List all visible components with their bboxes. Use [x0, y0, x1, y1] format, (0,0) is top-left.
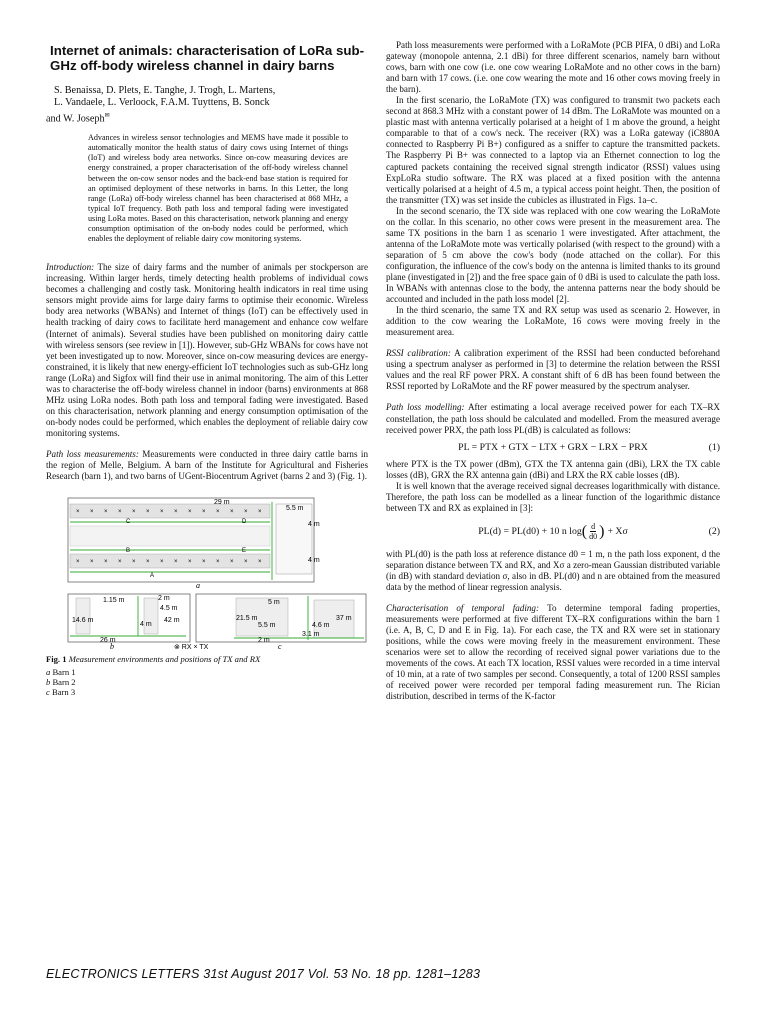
tx-marker: ×: [76, 509, 80, 516]
dim-4m-b: 4 m: [308, 557, 320, 565]
authors-line-1: S. Benaissa, D. Plets, E. Tanghe, J. Trogh, L. Martens,: [54, 85, 276, 97]
position-a: A: [150, 573, 155, 580]
figure-caption: [46, 654, 368, 698]
equation-2-denominator: d0: [589, 531, 598, 541]
dim-5-5m-a: 5.5 m: [286, 505, 304, 513]
dim-3-1m: 3.1 m: [302, 631, 320, 639]
dim-14-6m: 14.6 m: [72, 617, 94, 625]
paragraph-scenario-1: In the first scenario, the LoRaMote (TX) was configured to transmit two packets each second at 868.3 MHz with a constant power of 14 dBm. The LoRaMote was mounted on a plastic mast with antenna vertically polarised at a height of 1 m above the ground, a height comparable to that of a cow's neck. The receiver (RX) was a LoRa gateway (iC880A connected to Raspberry Pi B+) configured as a sniffer to capture the transmitted packets. The Raspberry Pi B+ was connected to a laptop via an Ethernet connection to log the captured packets containing the received signal strength indicator (RSSI) values using ExpLoRa studio software. The RX was placed at a fixed position with the antenna vertically polarised at a height of 4.5 m, a typical access point height. Then, the position of the transmitter (TX) was set inside the cubicles as illustrated in Figs. 1a–c.: [386, 95, 720, 205]
tx-marker: ×: [146, 509, 150, 516]
figure-sub-a: a Barn 1: [46, 666, 76, 677]
paragraph-scenario-2: In the second scenario, the TX side was replaced with one cow wearing the LoRaMote on the collar. In this scenario, no other cows were present in the measurement area. The same TX positions in the barn 1 as scenario 1 were investigated. After attachment, the antenna of the LoRaMote mote was vertically polarised (with respect to the ground) with a separation of 5 cm above the cow's body (node attached on the collar). For this configuration, the influence of the cow's body on the antenna is limited thanks to its ground plane (investigated in [2]) and the free space gain of 0 dBi is used to calculate the path loss. In WBANs with antennas close to the body, the antenna patterns near the body should be accounted and included in the path loss model [2].: [386, 205, 720, 305]
dim-5-5m-c: 5.5 m: [258, 622, 276, 630]
equation-1-body: PL = PTX + GTX − LTX + GRX − LRX − PRX: [458, 441, 648, 453]
dim-4m-a: 4 m: [308, 521, 320, 529]
figure-1: [46, 496, 368, 650]
equation-2-numerator: d: [591, 521, 596, 531]
position-b: B: [126, 548, 131, 555]
tx-marker: ×: [118, 559, 122, 566]
figure-sub-b: b Barn 2: [46, 676, 76, 687]
equation-1: [386, 442, 720, 453]
dim-5m: 5 m: [268, 599, 280, 607]
tx-marker: ×: [104, 509, 108, 516]
tx-marker: ×: [258, 509, 262, 516]
tx-marker: ×: [160, 509, 164, 516]
dim-42m: 42 m: [164, 617, 180, 625]
label-b: b: [110, 642, 114, 651]
journal-footer: ELECTRONICS LETTERS 31st August 2017 Vol. 53 No. 18 pp. 1281–1283: [46, 967, 481, 981]
paragraph-scenario-3: In the third scenario, the same TX and RX setup was used as scenario 2. However, in addition to the cow wearing the LoRaMote, 16 cows were moving freely in the measurement area.: [386, 305, 720, 338]
tx-marker: ×: [90, 559, 94, 566]
tx-marker: ×: [76, 559, 80, 566]
dim-29m: 29 m: [214, 499, 230, 507]
tx-marker: ×: [188, 559, 192, 566]
abstract: Advances in wireless sensor technologies and MEMS have made it possible to automatically monitor the health status of dairy cows using Internet of things (IoT) and wireless body area networks. Since on-cow measuring devices are energy constrained, a proper characterisation of the off-body wireless channel between the on-cow sensor nodes and the back-end base station is required for an optimised deployment of these networks in barns. In this Letter, the long range (LoRa) off-body wireless channel has been characterised at 868 MHz, a typical IoT frequency. Both path loss and temporal fading were investigated using LoRa motes. Based on this characterisation, network planning and energy consumption optimisation of the on-body nodes could be performed, which enables the deployment of reliable dairy cow monitoring systems.: [88, 133, 348, 244]
rssi-calibration-text: A calibration experiment of the RSSI had been conducted beforehand using a spectrum analyser as performed in [3] to determine the relation between the RSSI values and the real RF power PRX. A constant shift of 6 dB has been found between the RSSI reported by LoRaMote and the RF power measured by the spectrum analyser.: [386, 348, 720, 392]
rssi-calibration-heading: RSSI calibration:: [386, 348, 451, 359]
equation-1-number: (1): [708, 441, 720, 453]
equation-2-fraction: [589, 522, 597, 541]
equation-2-definitions: with PL(d0) is the path loss at reference distance d0 = 1 m, n the path loss exponent, d the separation distance between TX and RX, and Xσ a zero-mean Gaussian distributed variable (in dB) with standard deviation σ, also in dB. PL(d0) and n are obtained from the measured data by the method of linear regression analysis.: [386, 548, 720, 593]
tx-marker: ×: [216, 559, 220, 566]
label-c: c: [278, 642, 282, 651]
tx-marker: ×: [230, 559, 234, 566]
temporal-fading-heading: Characterisation of temporal fading:: [386, 603, 540, 614]
tx-marker: ×: [244, 559, 248, 566]
rx-tx-legend: ⊗ RX × TX: [174, 644, 209, 651]
dim-2m-b: 2 m: [158, 595, 170, 603]
path-loss-modelling-paragraph: [386, 402, 720, 435]
tx-marker: ×: [244, 509, 248, 516]
temporal-fading-paragraph: [386, 603, 720, 702]
tx-marker: ×: [216, 509, 220, 516]
tx-marker: ×: [146, 559, 150, 566]
figure-sub-c: c Barn 3: [46, 687, 76, 698]
introduction-paragraph: [46, 262, 368, 439]
author-list: [46, 85, 368, 125]
path-loss-measurements-heading: Path loss measurements:: [46, 448, 139, 459]
temporal-fading-text: To determine temporal fading properties, measurements were performed at five different TX–RX configurations within the barn 1 (i.e. A, B, C, D and E in Fig. 1a). For each case, the TX and RX were set in stationary positions, while the cows were moving freely in the measurement environment. These scenarios were set to allow the recording of received signal power variations due to the movements of the cows. At each TX location, RSSI values were recorded in a time interval of 10 min, at a rate of two samples per second. Consequently, a total of 1200 RSSI samples of received power were recorded per temporal fading measurement run. The Rician distribution, described in terms of the K-factor: [386, 603, 720, 702]
tx-marker: ×: [174, 509, 178, 516]
equation-2-left: PL(d) = PL(d0) + 10 n log: [478, 525, 582, 537]
figure-caption-label: Fig. 1: [46, 654, 67, 665]
barn-diagrams: [46, 496, 368, 650]
tx-marker: ×: [230, 509, 234, 516]
tx-marker: ×: [258, 559, 262, 566]
tx-marker: ×: [104, 559, 108, 566]
figure-caption-text: Measurement environments and positions of TX and RX: [68, 654, 261, 665]
equation-2: PL(d) = PL(d0) + 10 n log ( $\frac{d}{d0}$ ) + Xσ (2): [478, 521, 720, 541]
dim-37m: 37 m: [336, 615, 352, 623]
dim-4-6m: 4.6 m: [312, 622, 330, 630]
tx-marker: ×: [174, 559, 178, 566]
paper-title: Internet of animals: characterisation of LoRa sub-GHz off-body wireless channel in dairy barns: [50, 43, 365, 73]
equation-2-number: (2): [708, 525, 720, 537]
tx-marker: ×: [118, 509, 122, 516]
path-loss-modelling-text: After estimating a local average received power for each TX–RX constellation, the path loss should be calculated and modelled. From the measured average received power PRX, the path loss PL(dB) is calculated as follows:: [386, 402, 720, 435]
position-d: D: [242, 519, 247, 526]
tx-marker: ×: [202, 559, 206, 566]
dim-4-5m: 4.5 m: [160, 605, 178, 613]
authors-line-3: and W. Joseph: [46, 112, 105, 124]
label-a: a: [196, 581, 200, 591]
tx-marker: ×: [132, 559, 136, 566]
left-column: [46, 40, 368, 698]
rssi-calibration-paragraph: [386, 348, 720, 392]
tx-marker: ×: [202, 509, 206, 516]
dim-4m-c: 4 m: [140, 621, 152, 629]
tx-marker: ×: [90, 509, 94, 516]
dim-2m-c: 2 m: [258, 637, 270, 645]
tx-marker: ×: [160, 559, 164, 566]
paragraph-equipment: Path loss measurements were performed with a LoRaMote (PCB PIFA, 0 dBi) and LoRa gateway (monopole antenna, 2.1 dBi) for three different scenarios, namely barn without cows, barn with one cow (i.e. one cow wearing LoRaMote and no other cows in the barn) and barn with 17 cows. (i.e. one cow wearing the mote and 16 other cows moving freely in the barn).: [386, 40, 720, 95]
position-c: C: [126, 519, 131, 526]
path-loss-modelling-heading: Path loss modelling:: [386, 402, 465, 413]
path-loss-measurements-text: Measurements were conducted in three dairy cattle barns in the region of Melle, Belgium. A barn of the Institute for Agricultural and Fisheries Research (barn 1), and two barns of UGent-Biocentrum Agrivet (barns 2 and 3) (Fig. 1).: [46, 448, 368, 482]
authors-line-2: L. Vandaele, L. Verloock, F.A.M. Tuyttens, B. Sonck: [54, 97, 270, 109]
dim-1-15m: 1.15 m: [103, 597, 125, 605]
equation-1-definitions: where PTX is the TX power (dBm), GTX the TX antenna gain (dBi), LRX the TX cable losses (dB), GRX the RX antenna gain (dBi) and LRX the RX cable losses (dB).: [386, 458, 720, 480]
log-distance-paragraph: It is well known that the average received signal decreases logarithmically with distance. Therefore, the path loss can be modelled as a linear function of the logarithmic distance between TX and RX as explained in [3]:: [386, 480, 720, 513]
introduction-heading: Introduction:: [46, 262, 95, 273]
dim-26m: 26 m: [100, 637, 116, 645]
right-column: [386, 40, 720, 702]
equation-2-right: + Xσ: [607, 525, 628, 537]
dim-21-5m: 21.5 m: [236, 615, 258, 623]
tx-marker: ×: [188, 509, 192, 516]
position-e: E: [242, 548, 247, 555]
introduction-text: The size of dairy farms and the number of animals per stockperson are increasing. Within larger herds, timely detecting health problems of individual cows becomes a challenging and costly task. Monitoring health indicators in real time using sensors might provide aims for large dairy farms to optimise their economic. Wireless body area networks (WBANs) and Internet of things (IoT) can be effectively used in health tracking of dairy cows to facilitate herd management and enhance cow welfare (Internet of animals). Several studies have been published on monitoring dairy cattle with wireless sensors (see review in [1]). However, sub-GHz WBANs for cows have not yet been investigated up to now. Moreover, since on-cow measuring devices are energy-constrained, it is likely that new energy-efficient IoT technologies such as sub-GHz long range (LoRa) and Sigfox will find their use in animal monitoring. The aim of this Letter was to characterise the off-body wireless channel in indoor (barns) environments at 868 MHz using LoRa nodes. Both path loss and temporal fading were investigated. Based on this characterisation, network planning and energy consumption optimisation of the on-body nodes could be performed, which enables the deployment of reliable dairy cow monitoring systems.: [46, 262, 368, 438]
corresponding-author-mark: ✉: [104, 112, 110, 119]
path-loss-measurements-paragraph: [46, 449, 368, 482]
tx-marker: ×: [132, 509, 136, 516]
